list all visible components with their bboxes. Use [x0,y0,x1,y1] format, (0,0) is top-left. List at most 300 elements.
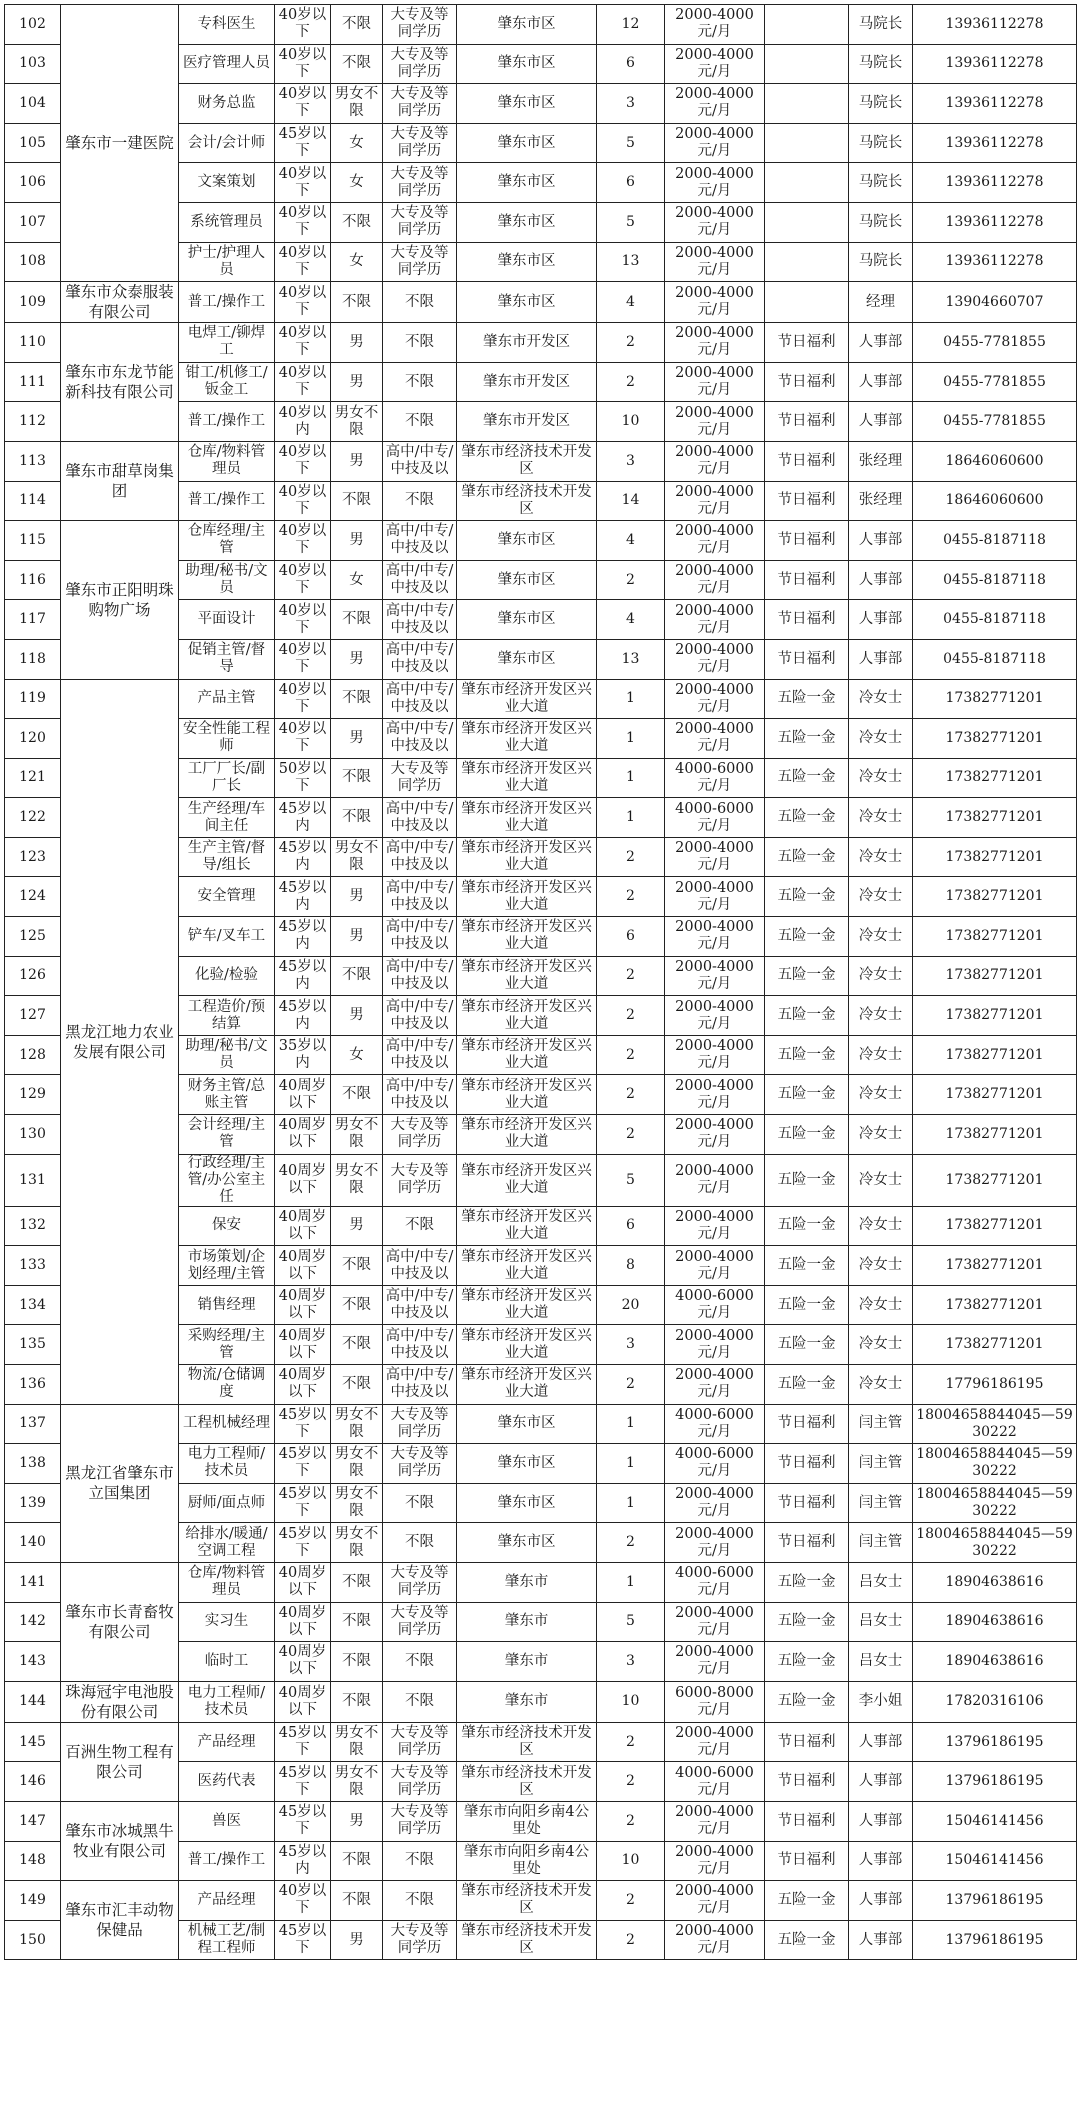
headcount: 6 [597,44,665,84]
headcount: 5 [597,1154,665,1206]
gender-requirement: 不限 [331,1881,383,1921]
work-location: 肇东市区 [457,600,597,640]
row-number: 111 [5,362,61,402]
headcount: 1 [597,719,665,759]
headcount: 4 [597,282,665,323]
education-requirement: 不限 [383,1206,457,1246]
benefits: 五险一金 [765,679,849,719]
row-number: 144 [5,1681,61,1722]
position: 铲车/叉车工 [179,917,275,957]
benefits: 五险一金 [765,1642,849,1682]
contact-phone: 17382771201 [913,1246,1077,1286]
education-requirement: 高中/中专/中技及以 [383,917,457,957]
contact-person: 吕女士 [849,1562,913,1602]
work-location: 肇东市经济技术开发区 [457,1722,597,1762]
row-number: 147 [5,1801,61,1841]
benefits: 五险一金 [765,1035,849,1075]
gender-requirement: 不限 [331,1365,383,1405]
position: 仓库经理/主管 [179,521,275,561]
position: 机械工艺/制程工程师 [179,1920,275,1960]
gender-requirement: 男女不限 [331,1404,383,1444]
gender-requirement: 男 [331,441,383,481]
benefits: 五险一金 [765,1115,849,1155]
age-requirement: 40岁以下 [275,5,331,45]
work-location: 肇东市区 [457,1483,597,1523]
table-row [5,679,1077,719]
age-requirement: 45岁以下 [275,123,331,163]
education-requirement: 高中/中专/中技及以 [383,956,457,996]
headcount: 5 [597,202,665,242]
salary: 2000-4000元/月 [665,402,765,442]
age-requirement: 40岁以下 [275,323,331,363]
headcount: 2 [597,1365,665,1405]
contact-person: 人事部 [849,1801,913,1841]
benefits [765,84,849,124]
table-row [5,1881,1077,1921]
work-location: 肇东市区 [457,44,597,84]
gender-requirement: 男 [331,719,383,759]
gender-requirement: 不限 [331,679,383,719]
age-requirement: 40周岁以下 [275,1115,331,1155]
contact-phone: 13936112278 [913,123,1077,163]
education-requirement: 高中/中专/中技及以 [383,996,457,1036]
benefits: 五险一金 [765,1075,849,1115]
gender-requirement: 男女不限 [331,1154,383,1206]
row-number: 134 [5,1285,61,1325]
position: 给排水/暖通/空调工程 [179,1523,275,1563]
benefits: 五险一金 [765,1602,849,1642]
salary: 2000-4000元/月 [665,1722,765,1762]
work-location: 肇东市经济开发区兴业大道 [457,956,597,996]
headcount: 2 [597,323,665,363]
education-requirement: 大专及等同学历 [383,758,457,798]
work-location: 肇东市经济开发区兴业大道 [457,917,597,957]
gender-requirement: 不限 [331,1285,383,1325]
contact-person: 人事部 [849,639,913,679]
benefits: 节日福利 [765,600,849,640]
gender-requirement: 不限 [331,600,383,640]
contact-person: 冷女士 [849,1365,913,1405]
gender-requirement: 不限 [331,956,383,996]
contact-person: 闫主管 [849,1483,913,1523]
gender-requirement: 不限 [331,202,383,242]
gender-requirement: 男 [331,362,383,402]
row-number: 105 [5,123,61,163]
contact-person: 闫主管 [849,1444,913,1484]
company-name: 肇东市正阳明珠购物广场 [61,521,179,679]
row-number: 145 [5,1722,61,1762]
work-location: 肇东市开发区 [457,323,597,363]
row-number: 122 [5,798,61,838]
benefits [765,242,849,282]
education-requirement: 大专及等同学历 [383,1115,457,1155]
benefits: 节日福利 [765,362,849,402]
contact-person: 人事部 [849,1841,913,1881]
row-number: 137 [5,1404,61,1444]
row-number: 102 [5,5,61,45]
benefits: 节日福利 [765,560,849,600]
row-number: 146 [5,1762,61,1802]
gender-requirement: 男 [331,877,383,917]
position: 厨师/面点师 [179,1483,275,1523]
headcount: 12 [597,5,665,45]
row-number: 104 [5,84,61,124]
salary: 2000-4000元/月 [665,1881,765,1921]
gender-requirement: 男女不限 [331,84,383,124]
position: 助理/秘书/文员 [179,1035,275,1075]
work-location: 肇东市经济开发区兴业大道 [457,837,597,877]
headcount: 1 [597,1562,665,1602]
salary: 4000-6000元/月 [665,1285,765,1325]
row-number: 123 [5,837,61,877]
salary: 2000-4000元/月 [665,600,765,640]
benefits: 节日福利 [765,481,849,521]
work-location: 肇东市向阳乡南4公里处 [457,1841,597,1881]
benefits: 节日福利 [765,441,849,481]
headcount: 6 [597,917,665,957]
age-requirement: 40岁以下 [275,362,331,402]
benefits: 节日福利 [765,1523,849,1563]
salary: 2000-4000元/月 [665,1035,765,1075]
contact-person: 李小姐 [849,1681,913,1722]
gender-requirement: 男 [331,1206,383,1246]
contact-person: 马院长 [849,202,913,242]
row-number: 124 [5,877,61,917]
salary: 2000-4000元/月 [665,639,765,679]
contact-person: 冷女士 [849,1285,913,1325]
benefits: 节日福利 [765,1762,849,1802]
work-location: 肇东市区 [457,202,597,242]
age-requirement: 40周岁以下 [275,1325,331,1365]
education-requirement: 大专及等同学历 [383,242,457,282]
position: 平面设计 [179,600,275,640]
education-requirement: 大专及等同学历 [383,1404,457,1444]
contact-phone: 13936112278 [913,242,1077,282]
gender-requirement: 不限 [331,1841,383,1881]
position: 产品主管 [179,679,275,719]
work-location: 肇东市 [457,1562,597,1602]
headcount: 4 [597,521,665,561]
position: 工程机械经理 [179,1404,275,1444]
position: 市场策划/企划经理/主管 [179,1246,275,1286]
table-row [5,1722,1077,1762]
headcount: 10 [597,1841,665,1881]
work-location: 肇东市经济开发区兴业大道 [457,1246,597,1286]
salary: 2000-4000元/月 [665,163,765,203]
benefits [765,282,849,323]
row-number: 142 [5,1602,61,1642]
position: 会计/会计师 [179,123,275,163]
contact-phone: 13936112278 [913,44,1077,84]
education-requirement: 大专及等同学历 [383,1562,457,1602]
company-name: 肇东市甜草岗集团 [61,441,179,520]
position: 电力工程师/技术员 [179,1681,275,1722]
gender-requirement: 不限 [331,1246,383,1286]
salary: 2000-4000元/月 [665,1523,765,1563]
contact-phone: 13796186195 [913,1762,1077,1802]
contact-phone: 13904660707 [913,282,1077,323]
row-number: 148 [5,1841,61,1881]
contact-person: 经理 [849,282,913,323]
gender-requirement: 不限 [331,44,383,84]
education-requirement: 大专及等同学历 [383,5,457,45]
age-requirement: 40岁以下 [275,521,331,561]
salary: 2000-4000元/月 [665,560,765,600]
row-number: 106 [5,163,61,203]
gender-requirement: 男 [331,521,383,561]
headcount: 1 [597,758,665,798]
position: 医疗管理人员 [179,44,275,84]
gender-requirement: 不限 [331,758,383,798]
table-row [5,282,1077,323]
contact-phone: 17796186195 [913,1365,1077,1405]
education-requirement: 大专及等同学历 [383,123,457,163]
company-name: 肇东市一建医院 [61,5,179,282]
position: 文案策划 [179,163,275,203]
position: 产品经理 [179,1881,275,1921]
education-requirement: 不限 [383,323,457,363]
contact-phone: 18004658844045—5930222 [913,1523,1077,1563]
table-row [5,1681,1077,1722]
headcount: 3 [597,1642,665,1682]
education-requirement: 高中/中专/中技及以 [383,600,457,640]
headcount: 2 [597,1762,665,1802]
row-number: 117 [5,600,61,640]
salary: 2000-4000元/月 [665,84,765,124]
position: 安全管理 [179,877,275,917]
headcount: 1 [597,1404,665,1444]
education-requirement: 高中/中专/中技及以 [383,1325,457,1365]
headcount: 2 [597,837,665,877]
contact-person: 冷女士 [849,1206,913,1246]
gender-requirement: 不限 [331,282,383,323]
salary: 4000-6000元/月 [665,1404,765,1444]
salary: 2000-4000元/月 [665,1206,765,1246]
age-requirement: 40周岁以下 [275,1562,331,1602]
age-requirement: 45岁以内 [275,917,331,957]
salary: 2000-4000元/月 [665,1602,765,1642]
age-requirement: 40周岁以下 [275,1154,331,1206]
contact-person: 马院长 [849,44,913,84]
position: 采购经理/主管 [179,1325,275,1365]
gender-requirement: 不限 [331,798,383,838]
age-requirement: 45岁以下 [275,1483,331,1523]
education-requirement: 高中/中专/中技及以 [383,719,457,759]
headcount: 2 [597,1920,665,1960]
company-name: 百洲生物工程有限公司 [61,1722,179,1801]
row-number: 149 [5,1881,61,1921]
contact-person: 冷女士 [849,1115,913,1155]
gender-requirement: 不限 [331,1602,383,1642]
contact-person: 人事部 [849,323,913,363]
age-requirement: 45岁以下 [275,1920,331,1960]
benefits: 五险一金 [765,1154,849,1206]
salary: 2000-4000元/月 [665,996,765,1036]
work-location: 肇东市区 [457,242,597,282]
age-requirement: 40岁以下 [275,202,331,242]
position: 临时工 [179,1642,275,1682]
position: 普工/操作工 [179,481,275,521]
headcount: 5 [597,1602,665,1642]
education-requirement: 高中/中专/中技及以 [383,798,457,838]
education-requirement: 不限 [383,1841,457,1881]
benefits: 五险一金 [765,719,849,759]
position: 普工/操作工 [179,402,275,442]
salary: 2000-4000元/月 [665,1246,765,1286]
benefits: 节日福利 [765,521,849,561]
education-requirement: 高中/中专/中技及以 [383,679,457,719]
age-requirement: 50岁以下 [275,758,331,798]
education-requirement: 高中/中专/中技及以 [383,1285,457,1325]
benefits: 五险一金 [765,1365,849,1405]
education-requirement: 大专及等同学历 [383,1602,457,1642]
benefits: 五险一金 [765,877,849,917]
row-number: 113 [5,441,61,481]
contact-phone: 17820316106 [913,1681,1077,1722]
row-number: 127 [5,996,61,1036]
contact-person: 马院长 [849,123,913,163]
headcount: 2 [597,1801,665,1841]
contact-phone: 17382771201 [913,956,1077,996]
row-number: 131 [5,1154,61,1206]
age-requirement: 40岁以下 [275,639,331,679]
row-number: 139 [5,1483,61,1523]
age-requirement: 40岁以下 [275,600,331,640]
contact-phone: 17382771201 [913,1115,1077,1155]
position: 生产主管/督导/组长 [179,837,275,877]
contact-phone: 15046141456 [913,1841,1077,1881]
education-requirement: 高中/中专/中技及以 [383,1365,457,1405]
headcount: 2 [597,560,665,600]
headcount: 2 [597,362,665,402]
age-requirement: 40周岁以下 [275,1246,331,1286]
headcount: 3 [597,84,665,124]
benefits: 节日福利 [765,323,849,363]
salary: 2000-4000元/月 [665,1154,765,1206]
salary: 4000-6000元/月 [665,1444,765,1484]
age-requirement: 40周岁以下 [275,1681,331,1722]
gender-requirement: 不限 [331,1075,383,1115]
work-location: 肇东市经济开发区兴业大道 [457,1075,597,1115]
education-requirement: 高中/中专/中技及以 [383,837,457,877]
work-location: 肇东市经济开发区兴业大道 [457,1115,597,1155]
age-requirement: 45岁以下 [275,1523,331,1563]
salary: 2000-4000元/月 [665,956,765,996]
work-location: 肇东市经济开发区兴业大道 [457,1285,597,1325]
headcount: 20 [597,1285,665,1325]
headcount: 13 [597,242,665,282]
contact-person: 冷女士 [849,877,913,917]
age-requirement: 45岁以下 [275,1801,331,1841]
row-number: 110 [5,323,61,363]
position: 化验/检验 [179,956,275,996]
work-location: 肇东市经济技术开发区 [457,1881,597,1921]
age-requirement: 40岁以下 [275,163,331,203]
row-number: 114 [5,481,61,521]
work-location: 肇东市向阳乡南4公里处 [457,1801,597,1841]
benefits: 五险一金 [765,1206,849,1246]
salary: 2000-4000元/月 [665,521,765,561]
headcount: 2 [597,1115,665,1155]
contact-phone: 0455-7781855 [913,323,1077,363]
position: 销售经理 [179,1285,275,1325]
contact-person: 人事部 [849,1722,913,1762]
contact-person: 冷女士 [849,719,913,759]
headcount: 6 [597,163,665,203]
salary: 4000-6000元/月 [665,1562,765,1602]
contact-person: 冷女士 [849,1246,913,1286]
work-location: 肇东市经济开发区兴业大道 [457,877,597,917]
work-location: 肇东市 [457,1681,597,1722]
row-number: 107 [5,202,61,242]
work-location: 肇东市区 [457,163,597,203]
education-requirement: 高中/中专/中技及以 [383,877,457,917]
contact-phone: 13936112278 [913,163,1077,203]
work-location: 肇东市区 [457,1444,597,1484]
contact-person: 闫主管 [849,1523,913,1563]
company-name: 肇东市汇丰动物保健品 [61,1881,179,1960]
contact-person: 冷女士 [849,679,913,719]
table-row [5,441,1077,481]
contact-person: 人事部 [849,521,913,561]
contact-phone: 17382771201 [913,1325,1077,1365]
benefits [765,163,849,203]
company-name: 肇东市冰城黑牛牧业有限公司 [61,1801,179,1880]
education-requirement: 大专及等同学历 [383,1762,457,1802]
work-location: 肇东市区 [457,639,597,679]
row-number: 108 [5,242,61,282]
row-number: 118 [5,639,61,679]
position: 仓库/物料管理员 [179,441,275,481]
headcount: 2 [597,1035,665,1075]
benefits [765,5,849,45]
contact-phone: 18646060600 [913,441,1077,481]
company-name: 黑龙江地力农业发展有限公司 [61,679,179,1404]
gender-requirement: 男女不限 [331,1523,383,1563]
benefits: 五险一金 [765,996,849,1036]
age-requirement: 40周岁以下 [275,1206,331,1246]
position: 会计经理/主管 [179,1115,275,1155]
headcount: 2 [597,1881,665,1921]
gender-requirement: 女 [331,242,383,282]
benefits [765,123,849,163]
benefits: 节日福利 [765,639,849,679]
age-requirement: 40岁以内 [275,402,331,442]
contact-phone: 0455-8187118 [913,600,1077,640]
age-requirement: 40周岁以下 [275,1285,331,1325]
contact-phone: 17382771201 [913,798,1077,838]
contact-phone: 13796186195 [913,1920,1077,1960]
row-number: 115 [5,521,61,561]
position: 实习生 [179,1602,275,1642]
headcount: 1 [597,798,665,838]
benefits: 五险一金 [765,1881,849,1921]
age-requirement: 45岁以内 [275,956,331,996]
work-location: 肇东市经济开发区兴业大道 [457,1206,597,1246]
benefits: 五险一金 [765,956,849,996]
salary: 2000-4000元/月 [665,123,765,163]
row-number: 126 [5,956,61,996]
contact-person: 人事部 [849,1881,913,1921]
gender-requirement: 女 [331,163,383,203]
contact-person: 人事部 [849,362,913,402]
headcount: 2 [597,1075,665,1115]
contact-person: 吕女士 [849,1602,913,1642]
position: 医药代表 [179,1762,275,1802]
position: 普工/操作工 [179,1841,275,1881]
gender-requirement: 男 [331,639,383,679]
row-number: 103 [5,44,61,84]
